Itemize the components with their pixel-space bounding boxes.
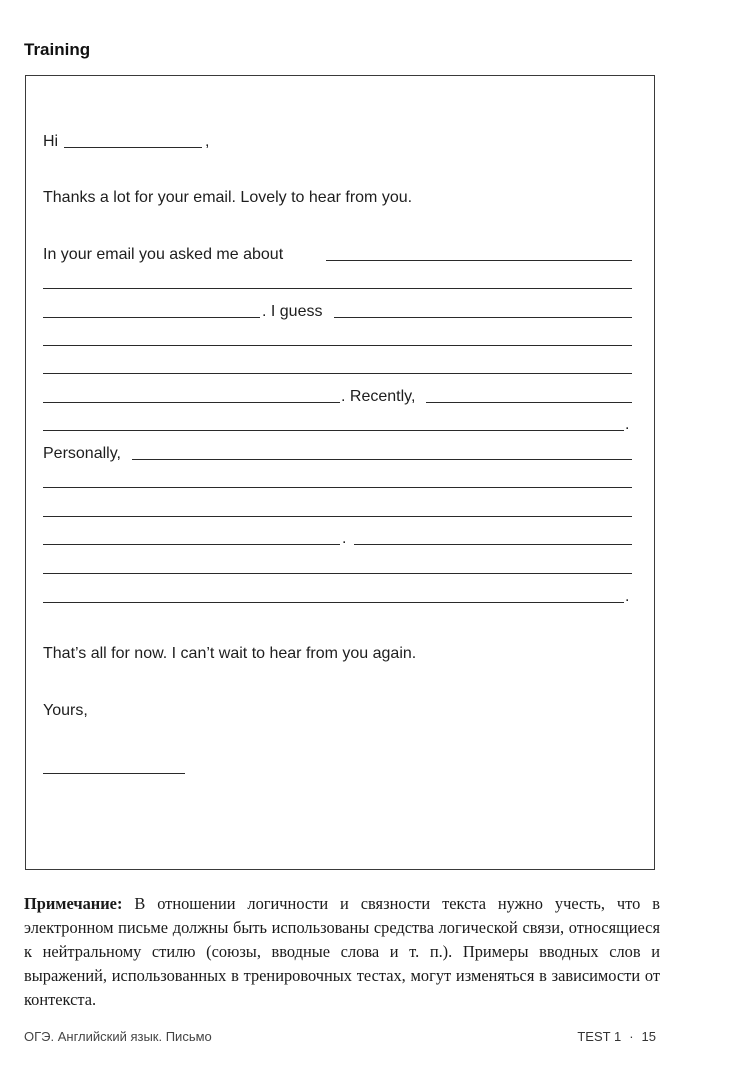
note-text: В отношении логичности и связности текста нужно учесть, что в электронном письме должны быть использованы средства логической связи, относящиеся к нейтральному стилю (союзы, вводные слова и т. п.). Примеры вводных слов и выражений, использованных в тренировочных тестах, могут изменяться в зависимости от контекста. <box>24 894 660 1009</box>
answer-blank[interactable] <box>43 487 632 488</box>
line-period: . <box>625 416 630 433</box>
mid-period: . <box>342 530 347 547</box>
section-heading: Training <box>24 40 91 59</box>
footer-test-label: TEST 1 <box>577 1029 622 1044</box>
split-line <box>0 525 731 549</box>
answer-blank[interactable] <box>132 459 632 460</box>
answer-line-end <box>0 411 731 435</box>
answer-line <box>0 497 731 521</box>
answer-blank[interactable] <box>43 544 340 545</box>
recipient-name-blank[interactable] <box>64 147 202 148</box>
answer-line <box>0 269 731 293</box>
answer-blank[interactable] <box>43 373 632 374</box>
answer-blank[interactable] <box>43 402 340 403</box>
greeting-line <box>0 128 731 152</box>
greeting-text: Hi <box>43 133 59 150</box>
greeting-comma: , <box>205 133 210 150</box>
personally-line <box>0 440 731 464</box>
answer-line-end <box>0 583 731 607</box>
closing-text: That’s all for now. I can’t wait to hear from you again. <box>43 645 417 662</box>
answer-blank[interactable] <box>43 317 260 318</box>
signature-blank[interactable] <box>43 773 185 774</box>
answer-blank[interactable] <box>326 260 632 261</box>
signoff-line <box>0 697 731 721</box>
note-paragraph <box>24 892 660 1012</box>
thanks-line <box>0 184 731 208</box>
answer-line <box>0 468 731 492</box>
asked-text: In your email you asked me about <box>43 246 284 263</box>
closing-line <box>0 640 731 664</box>
footer-separator: · <box>629 1029 634 1044</box>
footer-page-info <box>577 1029 656 1044</box>
answer-blank[interactable] <box>43 288 632 289</box>
answer-blank[interactable] <box>43 430 624 431</box>
answer-blank[interactable] <box>334 317 632 318</box>
answer-blank[interactable] <box>354 544 632 545</box>
signature-line <box>0 754 731 778</box>
recently-line <box>0 383 731 407</box>
recently-text: . Recently, <box>341 388 416 405</box>
answer-line <box>0 326 731 350</box>
guess-line <box>0 298 731 322</box>
answer-blank[interactable] <box>43 345 632 346</box>
footer-book-title: ОГЭ. Английский язык. Письмо <box>24 1029 212 1044</box>
personally-text: Personally, <box>43 445 121 462</box>
answer-blank[interactable] <box>43 516 632 517</box>
page-footer <box>0 1029 731 1049</box>
answer-line <box>0 354 731 378</box>
guess-text: . I guess <box>262 303 323 320</box>
answer-blank[interactable] <box>43 602 624 603</box>
footer-page-number: 15 <box>641 1029 656 1044</box>
asked-line <box>0 241 731 265</box>
answer-blank[interactable] <box>426 402 632 403</box>
note-label: Примечание: <box>24 894 123 913</box>
signoff-text: Yours, <box>43 702 88 719</box>
answer-blank[interactable] <box>43 573 632 574</box>
answer-line <box>0 554 731 578</box>
thanks-text: Thanks a lot for your email. Lovely to hear from you. <box>43 189 413 206</box>
final-period: . <box>625 588 630 605</box>
